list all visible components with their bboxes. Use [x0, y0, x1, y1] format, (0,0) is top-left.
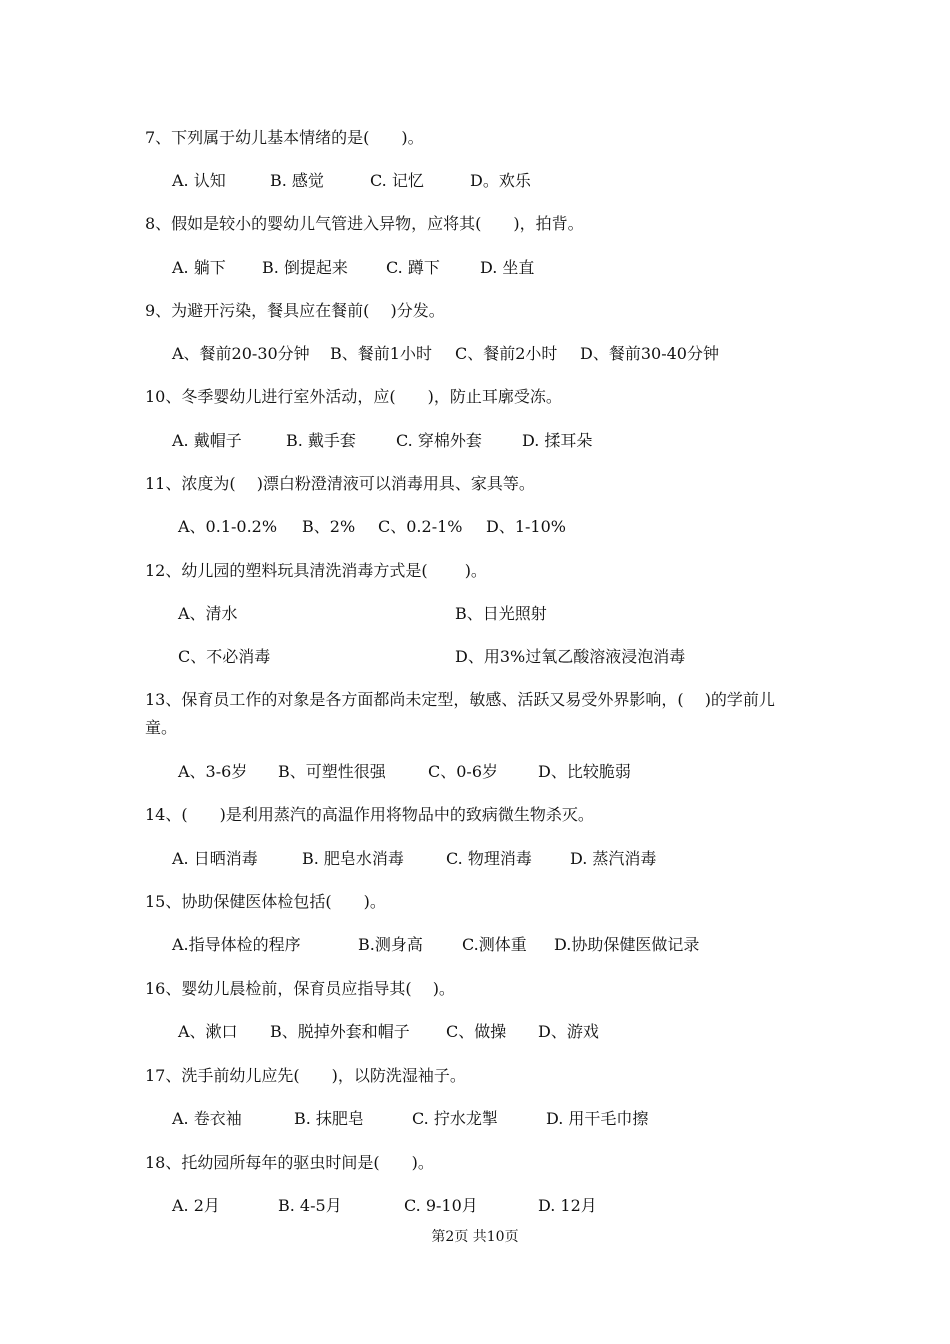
question-13: 13、保育员工作的对象是各方面都尚未定型，敏感、活跃又易受外界影响，( )的学前儿: [145, 690, 775, 709]
q13-option-a: A、3-6岁: [178, 762, 248, 781]
q10-option-a: A. 戴帽子: [172, 431, 242, 450]
question-17: 17、洗手前幼儿应先( )，以防洗湿袖子。: [145, 1066, 466, 1085]
q17-option-c: C. 拧水龙掣: [412, 1109, 498, 1128]
q9-option-d: D、餐前30-40分钟: [580, 344, 719, 363]
q10-option-b: B. 戴手套: [286, 431, 356, 450]
q11-option-a: A、0.1-0.2%: [178, 517, 278, 536]
q7-option-c: C. 记忆: [370, 171, 424, 190]
q8-option-c: C. 蹲下: [386, 258, 440, 277]
q13-option-c: C、0-6岁: [428, 762, 499, 781]
q15-option-a: A.指导体检的程序: [172, 935, 301, 954]
q14-option-b: B. 肥皂水消毒: [302, 849, 404, 868]
q15-option-b: B.测身高: [358, 935, 423, 954]
q18-option-b: B. 4-5月: [278, 1196, 342, 1215]
question-14: 14、( )是利用蒸汽的高温作用将物品中的致病微生物杀灭。: [145, 805, 594, 824]
q11-option-b: B、2%: [302, 517, 356, 536]
question-11: 11、浓度为( )漂白粉澄清液可以消毒用具、家具等。: [145, 474, 535, 493]
q16-option-a: A、漱口: [178, 1022, 238, 1041]
q17-option-b: B. 抹肥皂: [294, 1109, 364, 1128]
q10-option-c: C. 穿棉外套: [396, 431, 482, 450]
q16-option-d: D、游戏: [538, 1022, 599, 1041]
q11-option-c: C、0.2-1%: [378, 517, 463, 536]
q10-option-d: D. 揉耳朵: [522, 431, 593, 450]
q16-option-c: C、做操: [446, 1022, 507, 1041]
q18-option-d: D. 12月: [538, 1196, 597, 1215]
q18-option-c: C. 9-10月: [404, 1196, 478, 1215]
question-10: 10、冬季婴幼儿进行室外活动，应( )，防止耳廓受冻。: [145, 387, 562, 406]
q18-option-a: A. 2月: [172, 1196, 220, 1215]
q12-option-a: A、清水: [178, 604, 238, 623]
q17-option-a: A. 卷衣袖: [172, 1109, 242, 1128]
q13-option-d: D、比较脆弱: [538, 762, 631, 781]
q14-option-c: C. 物理消毒: [446, 849, 532, 868]
q9-option-b: B、餐前1小时: [330, 344, 432, 363]
q7-option-b: B. 感觉: [270, 171, 324, 190]
q17-option-d: D. 用干毛巾擦: [546, 1109, 649, 1128]
question-12: 12、幼儿园的塑料玩具清洗消毒方式是( )。: [145, 561, 487, 580]
question-9: 9、为避开污染，餐具应在餐前( )分发。: [145, 301, 445, 320]
question-16: 16、婴幼儿晨检前，保育员应指导其( )。: [145, 979, 455, 998]
q7-option-a: A. 认知: [172, 171, 226, 190]
q8-option-b: B. 倒提起来: [262, 258, 348, 277]
q15-option-d: D.协助保健医做记录: [554, 935, 700, 954]
q12-option-b: B、日光照射: [455, 604, 547, 623]
question-18: 18、托幼园所每年的驱虫时间是( )。: [145, 1153, 434, 1172]
q14-option-d: D. 蒸汽消毒: [570, 849, 657, 868]
question-8: 8、假如是较小的婴幼儿气管进入异物，应将其( )，拍背。: [145, 214, 584, 233]
q8-option-d: D. 坐直: [480, 258, 535, 277]
q9-option-a: A、餐前20-30分钟: [172, 344, 310, 363]
q14-option-a: A. 日晒消毒: [172, 849, 258, 868]
q9-option-c: C、餐前2小时: [455, 344, 558, 363]
q12-option-d: D、用3%过氧乙酸溶液浸泡消毒: [455, 647, 686, 666]
q16-option-b: B、脱掉外套和帽子: [270, 1022, 410, 1041]
q15-option-c: C.测体重: [462, 935, 527, 954]
q13-option-b: B、可塑性很强: [278, 762, 386, 781]
question-15: 15、协助保健医体检包括( )。: [145, 892, 386, 911]
q8-option-a: A. 躺下: [172, 258, 226, 277]
q12-option-c: C、不必消毒: [178, 647, 271, 666]
q11-option-d: D、1-10%: [486, 517, 566, 536]
question-13-continuation: 童。: [145, 718, 178, 737]
question-7: 7、下列属于幼儿基本情绪的是( )。: [145, 128, 424, 147]
page-footer: 第2页 共10页: [431, 1229, 519, 1245]
q7-option-d: D。欢乐: [470, 171, 531, 190]
